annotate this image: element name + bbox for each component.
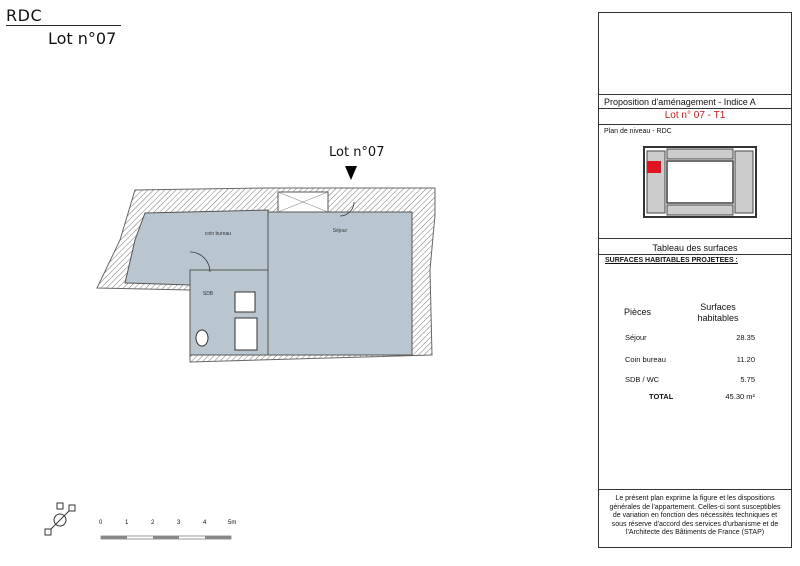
scale-tick: 0 — [99, 520, 103, 526]
row-value: 11.20 — [736, 355, 755, 364]
header-rule — [6, 25, 121, 26]
surfaces-heading: SURFACES HABITABLES PROJETEES : — [605, 257, 738, 264]
lot-type: Lot n° 07 - T1 — [664, 110, 726, 121]
level-title: RDC — [6, 6, 43, 25]
row-name: Coin bureau — [625, 355, 666, 364]
scale-tick: 4 — [203, 520, 207, 526]
toilet-fixture — [196, 330, 208, 346]
col-surfaces-header: Surfaces habitables — [697, 302, 739, 323]
disclaimer-note: Le présent plan exprime la figure et les dispositions générales de l'appartement. Celles-ci sont susceptibles de variation en fonction des nécessités techniques et sous réserve d'accord des services d'urbanisme et de l'Architecte des Bâtiments de France (STAP) — [609, 495, 781, 536]
scale-tick: 2 — [151, 520, 155, 526]
shower-fixture — [235, 318, 257, 350]
row-name: Séjour — [625, 333, 647, 342]
row-name: SDB / WC — [625, 375, 660, 384]
room-label-sejour: Séjour — [332, 228, 348, 234]
floor-plan — [90, 140, 450, 370]
scale-tick: 5m — [228, 520, 237, 526]
col-rooms-header: Pièces — [624, 307, 652, 317]
scale-tick: 1 — [125, 520, 129, 526]
lot-marker-label: Lot n°07 — [329, 145, 385, 160]
sink-fixture — [235, 292, 255, 312]
title-block — [598, 12, 792, 548]
scale-bar — [96, 516, 246, 546]
total-label: TOTAL — [649, 392, 674, 401]
project-title: Proposition d'aménagement - Indice A — [604, 97, 756, 107]
scale-tick: 3 — [177, 520, 181, 526]
plan-level: Plan de niveau - RDC — [604, 128, 672, 135]
key-plan — [629, 137, 769, 227]
north-arrow-icon — [40, 500, 80, 540]
row-value: 5.75 — [740, 375, 755, 384]
surfaces-table-title: Tableau des surfaces — [652, 243, 738, 253]
total-value: 45.30 m² — [725, 392, 755, 401]
room-label-sdb: SDB — [202, 291, 214, 297]
lot-highlight — [647, 161, 661, 173]
lot-title: Lot n°07 — [48, 29, 117, 48]
room-label-bureau: coin bureau — [204, 231, 232, 237]
row-value: 28.35 — [736, 333, 755, 342]
entry-arrow-icon — [345, 166, 357, 180]
